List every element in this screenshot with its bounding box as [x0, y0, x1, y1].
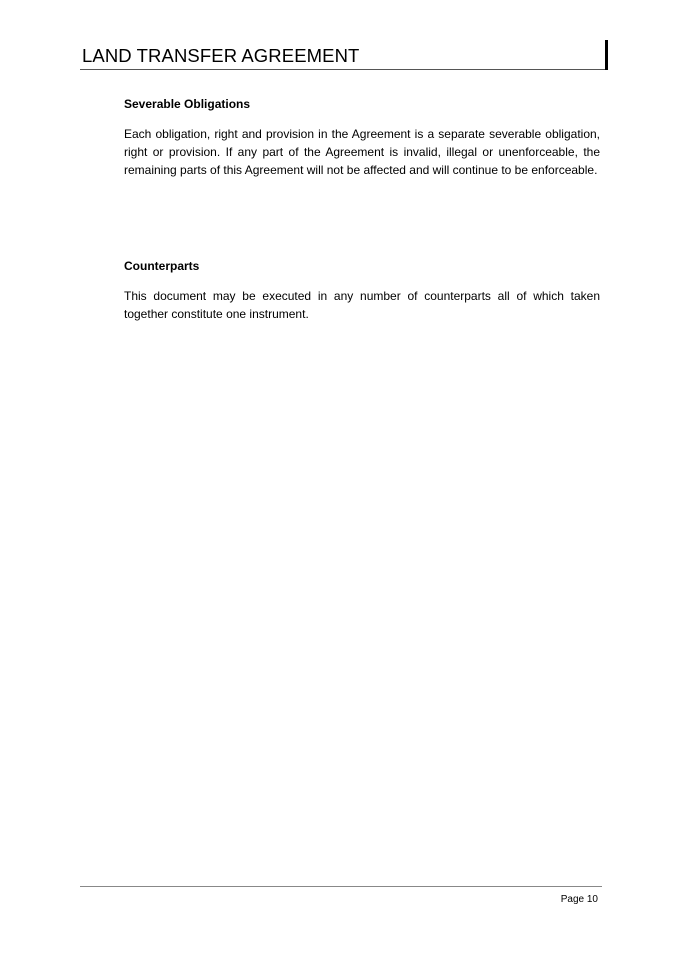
section-heading: Severable Obligations: [124, 97, 251, 111]
section-body: This document may be executed in any number of counterparts all of which taken together constitute one instrument.: [124, 289, 600, 321]
page-header: [80, 40, 608, 70]
document-title: LAND TRANSFER AGREEMENT: [82, 45, 360, 66]
section-body: Each obligation, right and provision in the Agreement is a separate severable obligation, right or provision. If any part of the Agreement is invalid, illegal or unenforceable, the remaining parts of this Agreement will not be affected and will continue to be enforceable.: [124, 127, 600, 177]
page-footer: [80, 886, 602, 905]
page-number: Page 10: [560, 894, 598, 905]
section-heading: Counterparts: [124, 259, 200, 273]
header-vertical-rule: [605, 40, 608, 70]
section-severable-obligations: [124, 97, 600, 179]
section-counterparts: [124, 259, 600, 323]
